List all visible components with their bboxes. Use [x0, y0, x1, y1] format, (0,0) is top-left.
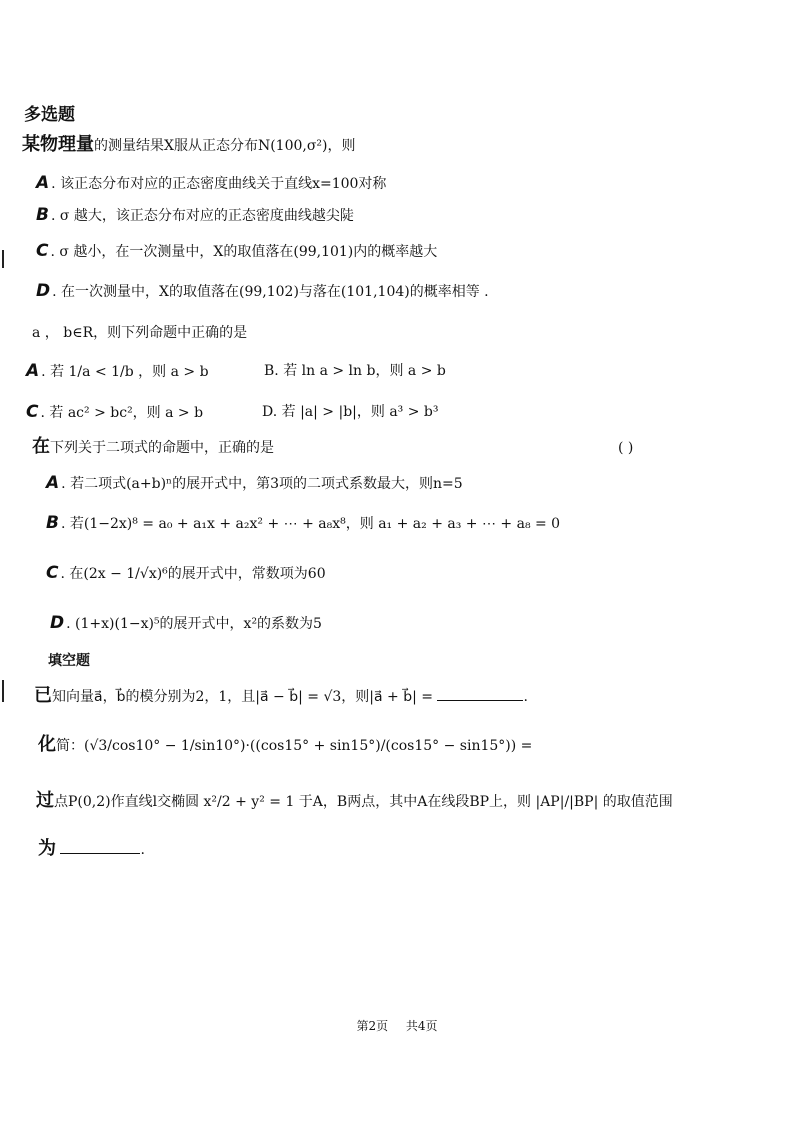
q4-question — [34, 686, 528, 706]
page-total: 共4页 — [405, 1019, 438, 1033]
q4-text: 知向量a⃗，b⃗的模分别为2，1，且|a⃗ − b⃗| = √3，则|a⃗ + b⃗| = — [52, 689, 433, 705]
q4-lead: 已 — [34, 685, 52, 706]
option-label-b: B — [46, 513, 59, 533]
section-title-multi-choice: 多选题 — [24, 105, 75, 125]
q6-lead: 过 — [36, 790, 54, 811]
answer-paren: ( ) — [618, 440, 634, 456]
q6-text: 点P(0,2)作直线l交椭圆 x²/2 + y² = 1 于A，B两点，其中A在线段BP上，则 |AP|/|BP| 的取值范围 — [54, 794, 673, 810]
q6-line2-lead: 为 — [38, 838, 56, 859]
q3-stem-text: 下列关于二项式的命题中，正确的是 — [50, 440, 274, 456]
q3-option-d — [50, 614, 322, 633]
q3-stem — [32, 438, 274, 457]
q3-option-a — [46, 474, 463, 493]
q1-option-c — [36, 242, 437, 261]
q1-stem — [22, 136, 355, 155]
option-label-c: C — [36, 241, 49, 261]
q1-option-b-text: . σ 越大，该正态分布对应的正态密度曲线越尖陡 — [50, 208, 354, 224]
page-number: 第2页 — [356, 1019, 389, 1033]
q2-option-d-text: D. 若 |a| > |b|，则 a³ > b³ — [262, 404, 439, 420]
option-label-d: D — [36, 281, 51, 301]
q5-question — [38, 736, 532, 755]
answer-blank[interactable] — [437, 686, 523, 701]
q6-question-line2 — [38, 840, 145, 859]
q1-option-d — [36, 282, 489, 301]
q4-end: . — [523, 689, 528, 705]
q1-option-b — [36, 206, 354, 225]
q1-option-c-text: . σ 越小，在一次测量中，X的取值落在(99,101)内的概率越大 — [50, 244, 438, 260]
q3-option-c-text: . 在(2x − 1/√x)⁶的展开式中，常数项为60 — [60, 566, 326, 582]
q1-stem-lead: 某物理量 — [22, 134, 94, 155]
q6-line2-end: . — [140, 842, 145, 858]
q1-stem-text: 的测量结果X服从正态分布N(100,σ²)，则 — [94, 138, 356, 154]
q2-option-d — [262, 403, 439, 421]
q1-option-d-text: . 在一次测量中，X的取值落在(99,102)与落在(101,104)的概率相等 . — [52, 284, 489, 300]
q3-option-c — [46, 564, 326, 583]
scan-artifact-mark — [2, 680, 4, 702]
section-title-fill-blank: 填空题 — [48, 653, 90, 669]
q1-option-a — [36, 174, 386, 193]
q2-option-b — [264, 362, 446, 380]
q2-option-a-text: . 若 1/a < 1/b ，则 a > b — [41, 364, 209, 380]
page-footer — [0, 1017, 794, 1034]
scan-artifact-mark — [2, 250, 4, 268]
q2-stem-text: a ， b∈R，则下列命题中正确的是 — [32, 325, 248, 341]
q3-option-a-text: . 若二项式(a+b)ⁿ的展开式中，第3项的二项式系数最大，则n=5 — [61, 476, 463, 492]
answer-blank[interactable] — [60, 841, 140, 854]
q5-text: 简：(√3/cos10° − 1/sin10°)·((cos15° + sin15°)/(cos15° − sin15°)) = — [56, 738, 533, 754]
q2-option-c — [26, 403, 203, 422]
option-label-c: C — [26, 402, 39, 422]
option-label-b: B — [36, 205, 49, 225]
q3-stem-lead: 在 — [32, 436, 50, 457]
q2-option-b-text: B. 若 ln a > ln b，则 a > b — [264, 363, 446, 379]
q3-option-b-text: . 若(1−2x)⁸ = a₀ + a₁x + a₂x² + ⋯ + a₈x⁸，则 a₁ + a₂ + a₃ + ⋯ + a₈ = 0 — [60, 516, 561, 532]
q5-lead: 化 — [38, 734, 56, 755]
option-label-d: D — [50, 613, 65, 633]
option-label-a: A — [36, 173, 50, 193]
option-label-a: A — [46, 473, 60, 493]
option-label-c: C — [46, 563, 59, 583]
q2-option-a — [26, 362, 209, 381]
q3-option-b — [46, 514, 560, 533]
q2-option-c-text: . 若 ac² > bc²，则 a > b — [40, 405, 204, 421]
q6-question — [36, 792, 673, 811]
q3-option-d-text: . (1+x)(1−x)⁵的展开式中，x²的系数为5 — [66, 616, 322, 632]
q1-option-a-text: . 该正态分布对应的正态密度曲线关于直线x=100对称 — [51, 176, 387, 192]
q2-stem — [32, 324, 247, 342]
option-label-a: A — [26, 361, 40, 381]
